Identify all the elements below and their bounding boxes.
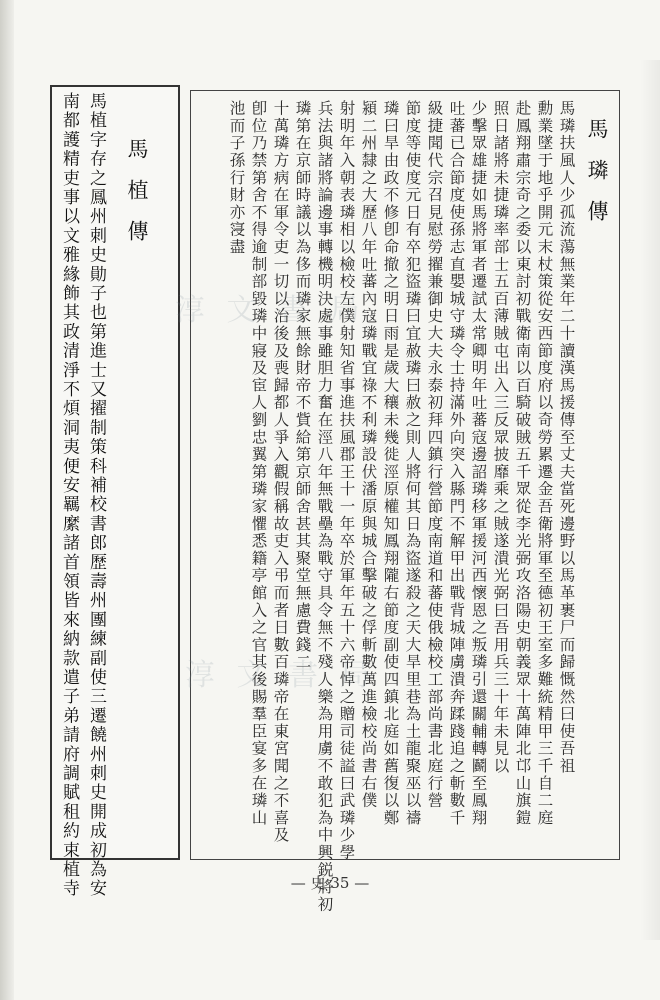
main-column: 池而子孫行財亦寖盡: [227, 100, 246, 256]
main-column: 十萬璘方病在軍令吏一切以治後及喪歸都人爭入觀假稱故吏入弔而者日數百璘帝在東宮聞之不喜及: [271, 100, 290, 844]
main-column: 赴鳳翔肅宗奇之委以東討初戰衛南以百騎破賊五千眾從李光弼攻洛陽史朝義眾十萬陣北邙山旗鎧: [513, 100, 532, 827]
main-column: 射明年入朝表璘相以檢校左僕射知省事進扶風郡王十一年卒於軍年五十六帝悼之贈司徒謚曰武璘少學: [337, 100, 356, 862]
page-number: — 史 35 —: [290, 874, 370, 892]
watermark: 淳 文 書 局: [185, 658, 376, 693]
main-column: 吐蕃已合節度使孫志直嬰城守璘令士持滿外向突入縣門不解甲出戰背城陣虜潰奔蹂踐追之斬數千: [447, 100, 466, 827]
main-column: 馬璘扶風人少孤流蕩無業年二十讀漢馬援傳至丈夫當死邊野以馬革裹尸而歸慨然曰使吾祖: [557, 100, 576, 775]
side-column: 南都護精吏事以文雅緣飾其政清淨不煩洞夷便安羈縻諸首領皆來納款遣子弟請府調賦租約束植寺: [59, 92, 79, 899]
main-column: 潁二州隸之大歷八年吐蕃內寇璘戰宜祿不利璘設伏潘原與城合擊破之俘斬數萬進檢校尚書右僕: [359, 100, 378, 810]
watermark: 淳 文 書 局: [175, 293, 366, 328]
main-title: 馬璘傳: [585, 118, 609, 241]
side-title: 馬植傳: [125, 138, 149, 261]
main-column: 節度等使度元日有卒犯盜璘曰宜赦璘曰赦之則人將何其日為盜遂殺之天大旱里巷為土龍聚巫以禱: [403, 100, 422, 827]
side-column: 馬植字存之鳳州刺史勛子也第進士又擢制策科補校書郎歷壽州團練副使三遷饒州刺史開成初為安: [86, 92, 106, 899]
main-column: 璘曰旱由政不修卽命撤之明日雨是歲大穰未幾徙涇原權知鳳翔隴右節度副使四鎮北庭如舊復以鄭: [381, 100, 400, 827]
main-column: 卽位乃禁第舍不得逾制部毀璘中寢及宦人劉忠翼第璘家懼悉籍亭館入之官其後賜羣臣宴多在璘山: [249, 100, 268, 827]
main-column: 照日諸將未捷璘率部士五百薄賊屯出入三反眾披靡乘之賊遂潰光弼曰吾用兵三十年未見以: [491, 100, 510, 775]
main-column: 兵法與諸將論邊事轉機明決處事雖胆力奮在涇八年無戰壘為戰守具令無不殘人樂為用虜不敢犯為中興鋭將初: [315, 100, 334, 914]
scan-binding-edge: [0, 0, 14, 1000]
main-column: 級捷聞代宗召見慰勞擢兼御史大夫永泰初拜四鎮行營節度南道和蕃使俄檢校工部尚書北庭行營: [425, 100, 444, 810]
main-column: 勳業墜于地乎開元末杖策從安西節度府以奇勞累遷金吾衛將軍至德初王室多難統精甲三千自二庭: [535, 100, 554, 827]
main-column: 璘第在京師時議以為侈而璘家無餘財帝不貲給第京師舍甚其聚堂無慮費錢二: [293, 100, 312, 671]
page-shadow: [640, 60, 660, 940]
main-column: 少擊眾雄捷如馬將軍者遷試太常卿明年吐蕃寇邊詔璘移軍援河西懷恩之叛璘引還關輔轉鬬至鳳翔: [469, 100, 488, 827]
